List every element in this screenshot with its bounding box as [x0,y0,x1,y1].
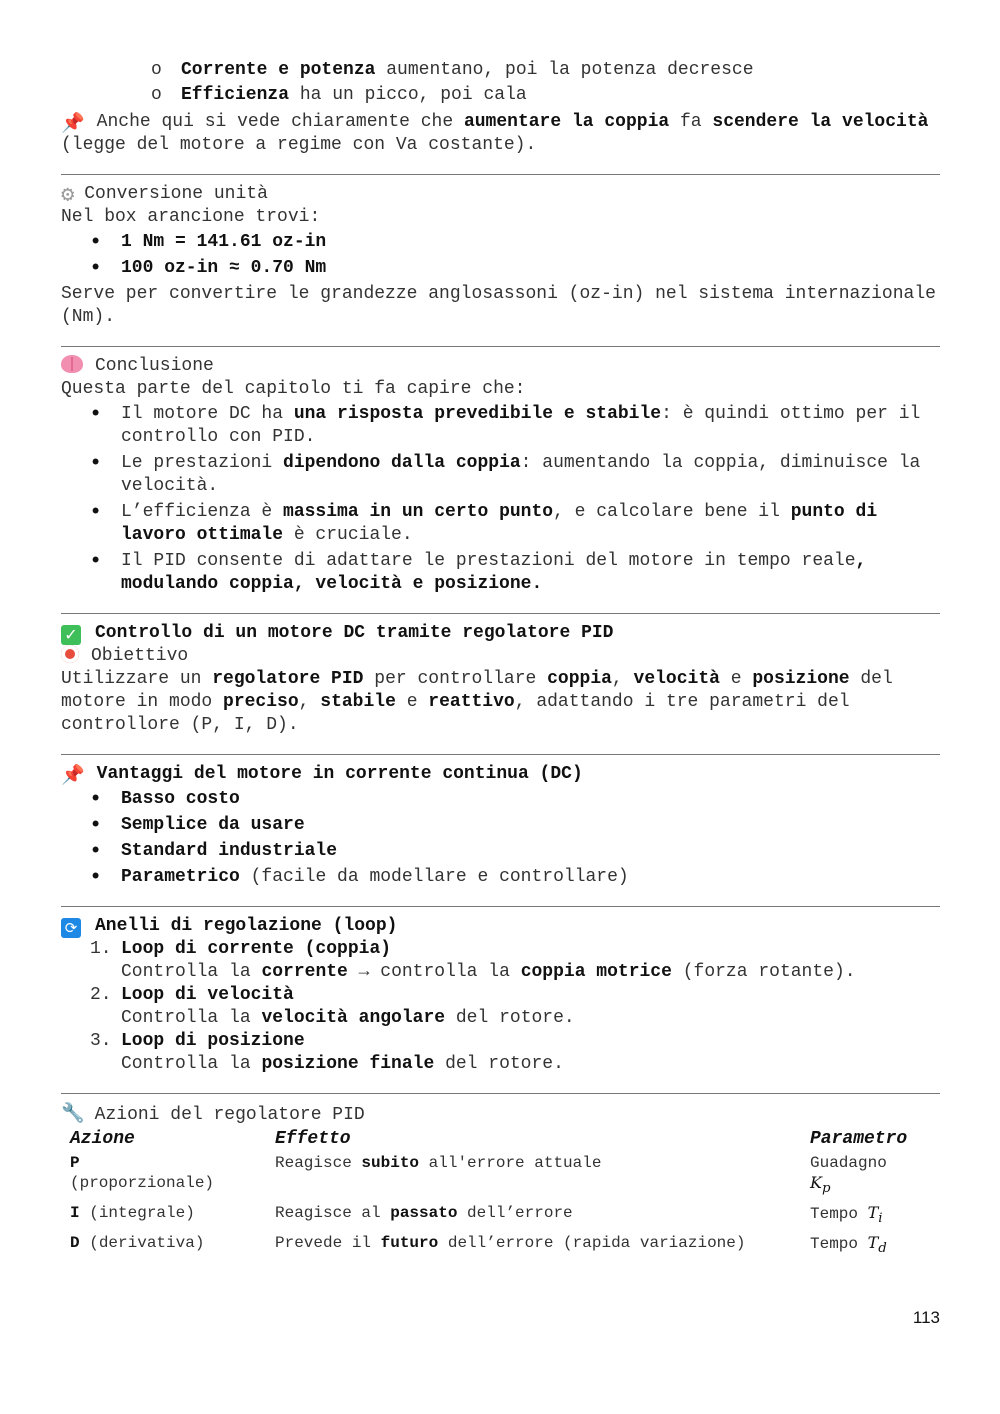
list-item: 1. Loop di corrente (coppia) Controlla la corrente → controlla la coppia motrice (forza rotante). [90,939,856,982]
subscript: p [821,1181,831,1197]
list-item: • Il motore DC ha una risposta prevedibile e stabile: è quindi ottimo per il controllo con PID. [61,403,940,449]
text: aumentano, poi la potenza decresce [375,60,754,80]
loops-title: ⟳ Anelli di regolazione (loop) [61,915,940,938]
section-divider [61,174,940,175]
math-variable: $T_i$ [867,1203,883,1227]
table-cell: Reagisce al passato dell’errore [275,1204,573,1223]
advantages-list [61,788,940,889]
table-cell: Tempo $T_i$ [810,1203,883,1227]
objective-text: Utilizzare un regolatore PID per controllare coppia, velocità e posizione del motore in modo preciso, stabile e reattivo, adattando i tre parametri del controllore (P, I, D). [61,669,904,735]
conclusion-lead: Questa parte del capitolo ti fa capire che: [61,379,526,399]
check-mark-icon: ✓ [61,625,81,645]
list-item: • 100 oz-in ≈ 0.70 Nm [61,257,940,280]
list-item: • Semplice da usare [61,814,940,837]
math-variable: $T_d$ [867,1233,887,1257]
conclusion-title: Conclusione [61,355,940,378]
conversion-list [61,231,940,280]
table-row [61,1202,940,1232]
document-page [61,58,947,1263]
subscript: d [878,1241,887,1257]
list-item: • Le prestazioni dipendono dalla coppia: aumentando la coppia, diminuisce la velocità. [61,452,940,498]
list-item: • Standard industriale [61,840,940,863]
intro-note: 📌 Anche qui si vede chiaramente che aumentare la coppia fa scendere la velocità (legge del motore a regime con Va costante). [61,112,940,155]
math-variable: $K_p$ [810,1173,831,1197]
table-cell: I (integrale) [70,1204,195,1223]
list-item: 3. Loop di posizione Controlla la posizione finale del rotore. [90,1031,564,1074]
intro-section [61,59,940,157]
conclusion-list [61,403,940,596]
control-title: ✓ Controllo di un motore DC tramite regolatore PID [61,622,940,645]
list-item: • Parametrico (facile da modellare e controllare) [61,866,940,889]
table-cell: P (proporzionale) [70,1154,215,1192]
hollow-bullet-icon: o [151,85,162,105]
conversion-section [61,183,947,329]
control-section [61,622,940,737]
conversion-title: ⚙ Conversione unità [61,183,268,208]
list-item: • 1 Nm = 141.61 oz-in [61,231,940,254]
pid-section [61,1102,940,1263]
table-cell: Tempo $T_d$ [810,1233,887,1257]
table-header-row [61,1128,940,1152]
loops-section [61,915,940,1076]
loops-list [61,938,940,1076]
subscript: i [878,1211,883,1227]
column-header: Effetto [275,1129,351,1149]
hollow-bullet-icon: o [151,60,162,80]
bold-text: Efficienza [181,85,290,105]
text: ha un picco, poi cala [289,85,527,105]
pushpin-icon: 📌 [61,765,85,787]
table-row [61,1232,940,1262]
table-cell: Guadagno $K_p$ [810,1154,887,1197]
table-cell: Prevede il futuro dell’errore (rapida variazione) [275,1234,746,1253]
section-divider [61,346,940,347]
section-divider [61,754,940,755]
list-item: 2. Loop di velocità Controlla la velocità angolare del rotore. [90,985,575,1028]
list-item: • Basso costo [61,788,940,811]
bold-text: Corrente e potenza [181,60,376,80]
conversion-lead: Nel box arancione trovi: [61,207,321,227]
conclusion-section [61,355,940,596]
pid-table [61,1128,940,1263]
pushpin-icon: 📌 [61,113,85,135]
advantages-title: 📌 Vantaggi del motore in corrente continua (DC) [61,764,583,787]
advantages-section [61,763,940,889]
page-number: 113 [912,1308,940,1327]
list-item: • L’efficienza è massima in un certo punto, e calcolare bene il punto di lavoro ottimale è cruciale. [61,501,940,547]
pid-title: 🔧 Azioni del regolatore PID [61,1102,365,1125]
section-divider [61,613,940,614]
gear-icon: ⚙ [61,183,75,208]
section-divider [61,1093,940,1094]
table-row [61,1152,940,1202]
sub-bullet-efficiency [61,84,940,107]
column-header: Parametro [810,1129,908,1149]
objective-title: Obiettivo [61,645,940,668]
brain-icon [61,355,83,373]
section-divider [61,906,940,907]
sub-bullet-current-power [61,59,940,82]
conversion-note: Serve per convertire le grandezze anglosassoni (oz-in) nel sistema internazionale (Nm). [61,284,947,327]
column-header: Azione [70,1129,135,1149]
loop-arrows-icon: ⟳ [61,918,81,938]
target-icon [61,645,79,663]
list-item: • Il PID consente di adattare le prestazioni del motore in tempo reale, modulando coppia, velocità e posizione. [61,550,940,596]
table-cell: D (derivativa) [70,1234,205,1253]
table-cell: Reagisce subito all'errore attuale [275,1154,602,1172]
wrench-icon: 🔧 [61,1102,85,1124]
